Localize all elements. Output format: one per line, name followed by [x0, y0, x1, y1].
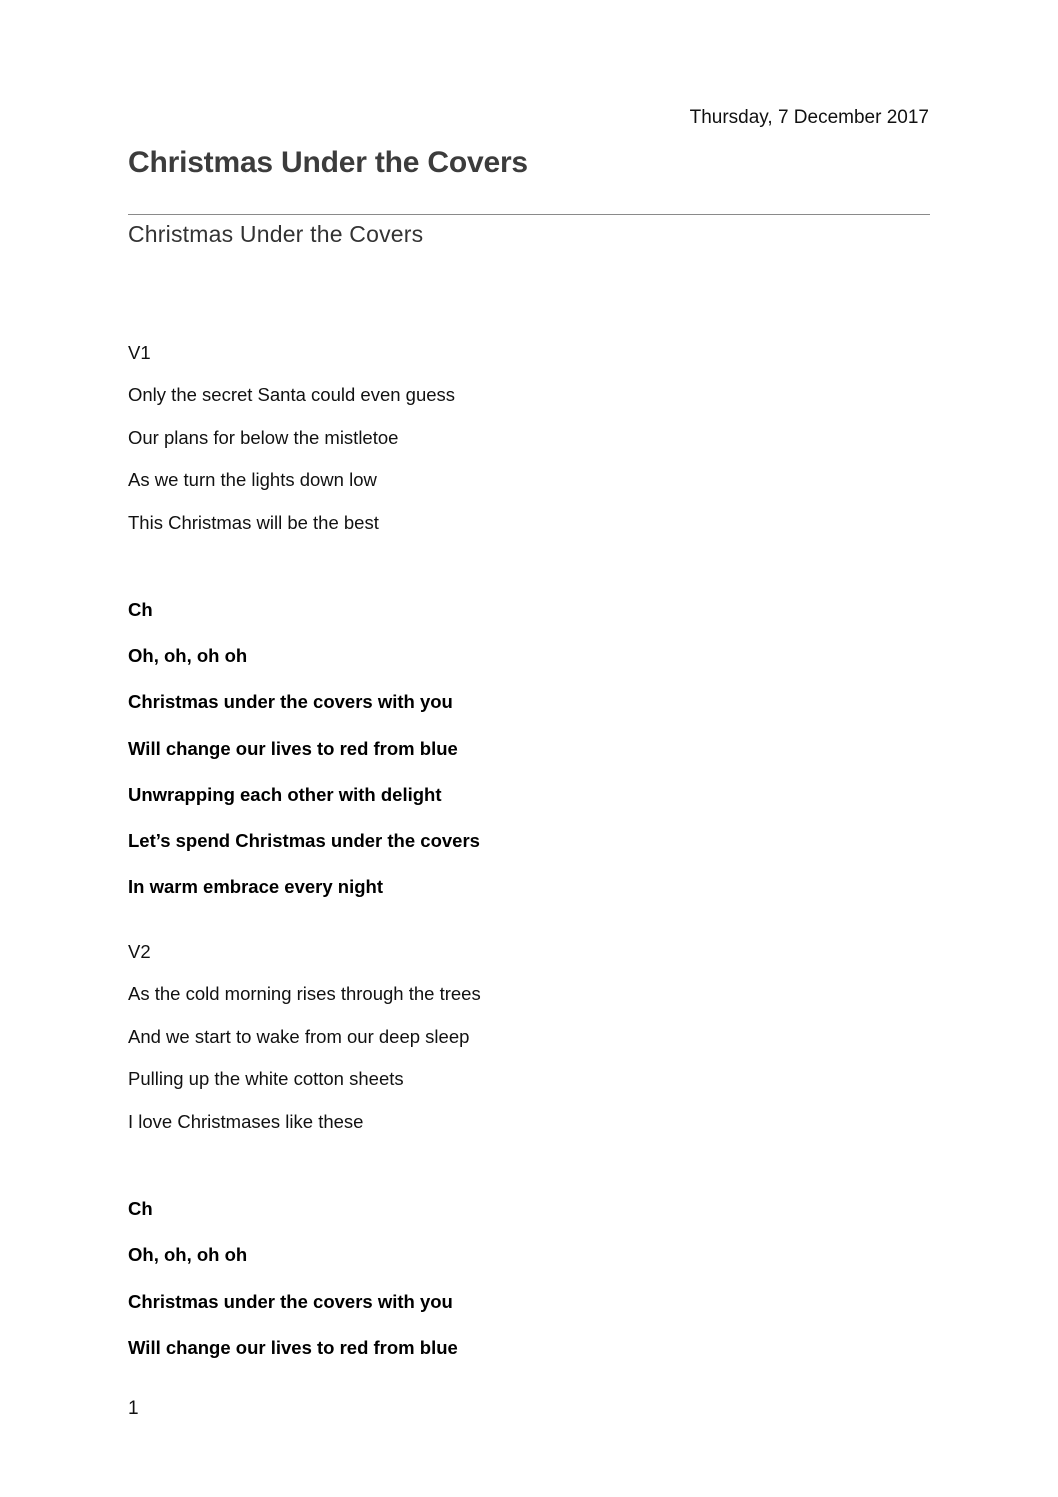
- chorus2-line: Will change our lives to red from blue: [128, 1337, 458, 1358]
- verse1-line: Only the secret Santa could even guess: [128, 384, 456, 405]
- verse2-label: V2: [128, 941, 151, 962]
- chorus2-line: Christmas under the covers with you: [128, 1291, 453, 1312]
- song-title: Christmas Under the Covers: [128, 221, 424, 247]
- chorus1-line: Let’s spend Christmas under the covers: [128, 830, 480, 851]
- chorus2-line: Oh, oh, oh oh: [128, 1244, 248, 1265]
- chorus2-label: Ch: [128, 1198, 153, 1219]
- verse2-line: As the cold morning rises through the trees: [128, 983, 481, 1004]
- chorus1-line: Unwrapping each other with delight: [128, 784, 442, 805]
- chorus1-line: Christmas under the covers with you: [128, 691, 453, 712]
- document-title: Christmas Under the Covers: [128, 146, 528, 179]
- chorus1-label: Ch: [128, 599, 153, 620]
- document-date: Thursday, 7 December 2017: [689, 107, 929, 128]
- verse1-line: This Christmas will be the best: [128, 512, 379, 533]
- verse2-line: Pulling up the white cotton sheets: [128, 1068, 404, 1089]
- verse2-line: And we start to wake from our deep sleep: [128, 1026, 470, 1047]
- chorus1-line: In warm embrace every night: [128, 876, 383, 897]
- chorus1-line: Will change our lives to red from blue: [128, 738, 458, 759]
- page-number: 1: [128, 1398, 139, 1419]
- verse1-line: As we turn the lights down low: [128, 469, 377, 490]
- chorus1-line: Oh, oh, oh oh: [128, 645, 248, 666]
- title-divider: [128, 214, 930, 215]
- verse2-line: I love Christmases like these: [128, 1111, 364, 1132]
- verse1-label: V1: [128, 342, 151, 363]
- verse1-line: Our plans for below the mistletoe: [128, 427, 399, 448]
